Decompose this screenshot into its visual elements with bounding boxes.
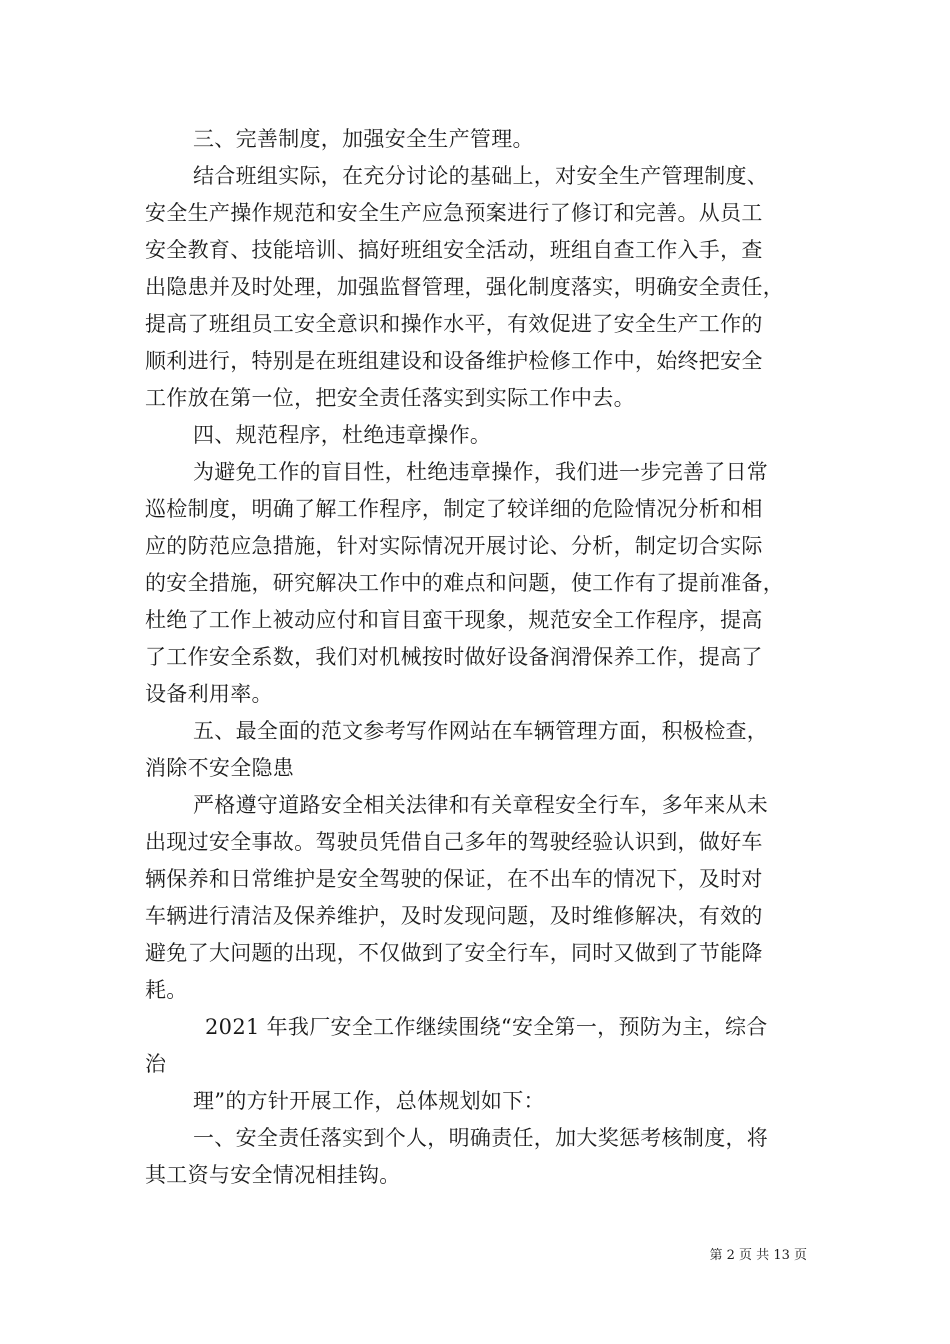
paragraph-line: 的安全措施，研究解决工作中的难点和问题，使工作有了提前准备， — [145, 571, 784, 595]
paragraph-line: 顺利进行，特别是在班组建设和设备维护检修工作中，始终把安全 — [145, 349, 763, 373]
paragraph-line: 避免了大问题的出现，不仅做到了安全行车，同时又做到了节能降 — [145, 941, 763, 965]
paragraph-line: 设备利用率。 — [145, 682, 273, 706]
paragraph-line: 安全生产操作规范和安全生产应急预案进行了修订和完善。从员工 — [145, 201, 763, 225]
page-number-footer: 第 2 页 共 13 页 — [709, 1248, 807, 1263]
paragraph-line: 应的防范应急措施，针对实际情况开展讨论、分析，制定切合实际 — [145, 534, 763, 558]
paragraph-line: 了工作安全系数，我们对机械按时做好设备润滑保养工作，提高了 — [145, 645, 763, 669]
paragraph-line: 车辆进行清洁及保养维护，及时发现问题，及时维修解决，有效的 — [145, 904, 763, 928]
list-item-1-cont: 其工资与安全情况相挂钩。 — [145, 1163, 401, 1187]
paragraph-line: 严格遵守道路安全相关法律和有关章程安全行车，多年来从未 — [193, 793, 769, 817]
section-heading-3: 三、完善制度，加强安全生产管理。 — [193, 127, 534, 151]
paragraph-line: 巡检制度，明确了解工作程序，制定了较详细的危险情况分析和相 — [145, 497, 763, 521]
section-heading-5-cont: 消除不安全隐患 — [145, 756, 295, 780]
section-heading-5: 五、最全面的范文参考写作网站在车辆管理方面，积极检查， — [193, 719, 769, 743]
paragraph-line: 治 — [145, 1052, 167, 1076]
paragraph-line: 出现过安全事故。驾驶员凭借自己多年的驾驶经验认识到，做好车 — [145, 830, 763, 854]
paragraph-line: 杜绝了工作上被动应付和盲目蛮干现象，规范安全工作程序，提高 — [145, 608, 763, 632]
paragraph-line: 结合班组实际，在充分讨论的基础上，对安全生产管理制度、 — [193, 164, 769, 188]
list-item-1: 一、安全责任落实到个人，明确责任，加大奖惩考核制度，将 — [193, 1126, 769, 1150]
paragraph-line: 安全教育、技能培训、搞好班组安全活动，班组自查工作入手，查 — [145, 238, 763, 262]
paragraph-line: 为避免工作的盲目性，杜绝违章操作，我们进一步完善了日常 — [193, 460, 769, 484]
section-heading-4: 四、规范程序，杜绝违章操作。 — [193, 423, 492, 447]
paragraph-line: 出隐患并及时处理，加强监督管理，强化制度落实，明确安全责任， — [145, 275, 784, 299]
paragraph-line: 提高了班组员工安全意识和操作水平，有效促进了安全生产工作的 — [145, 312, 763, 336]
paragraph-line: 工作放在第一位，把安全责任落实到实际工作中去。 — [145, 386, 635, 410]
paragraph-line: 2021 年我厂安全工作继续围绕“安全第一，预防为主，综合 — [205, 1015, 768, 1039]
paragraph-line: 耗。 — [145, 978, 188, 1002]
paragraph-line: 辆保养和日常维护是安全驾驶的保证，在不出车的情况下，及时对 — [145, 867, 763, 891]
paragraph-line: 理”的方针开展工作，总体规划如下： — [193, 1089, 545, 1113]
